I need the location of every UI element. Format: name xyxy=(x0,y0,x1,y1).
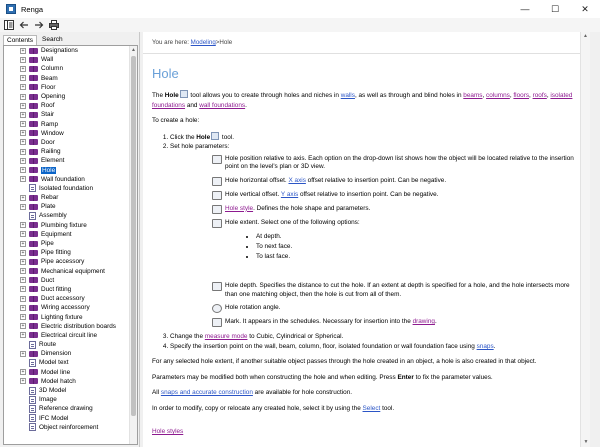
forward-arrow-icon[interactable] xyxy=(33,19,45,31)
book-icon xyxy=(29,176,38,182)
expand-icon[interactable]: + xyxy=(21,47,25,54)
tree-item[interactable] xyxy=(4,83,130,92)
tree-item[interactable] xyxy=(4,358,130,367)
tree-item-label: Pipe fitting xyxy=(41,249,71,257)
scroll-up-icon[interactable]: ▲ xyxy=(131,47,136,53)
link-drawing[interactable]: drawing xyxy=(412,318,435,326)
book-icon xyxy=(29,277,38,283)
tree-item[interactable] xyxy=(4,129,130,138)
tree-item[interactable] xyxy=(4,230,130,239)
tree-item[interactable] xyxy=(4,368,130,377)
book-icon xyxy=(29,94,38,100)
page-icon xyxy=(29,212,36,220)
link-hole-style[interactable]: Hole style xyxy=(225,204,254,212)
content-scrollbar[interactable] xyxy=(580,32,590,447)
link-columns[interactable]: columns xyxy=(486,92,510,99)
tree-item[interactable] xyxy=(4,395,130,404)
tree-item[interactable] xyxy=(4,377,130,386)
tree-item-label: Opening xyxy=(41,93,66,101)
tree-item-label: IFC Model xyxy=(39,414,69,422)
tree-item-label: Model line xyxy=(41,368,71,376)
steps-list xyxy=(162,132,581,352)
intro-paragraph: The Hole tool allows you to create through holes and niches in walls, as well as through and blind holes in beams, columns, floors, roofs, isolated foundations and wall foundations. xyxy=(152,92,573,109)
tree-item-label: Dimension xyxy=(41,350,72,358)
book-icon xyxy=(29,259,38,265)
expand-icon[interactable]: + xyxy=(21,84,25,91)
breadcrumb xyxy=(143,32,590,54)
book-icon xyxy=(29,167,38,173)
snaps-note: All snaps and accurate construction are available for hole construction. xyxy=(152,389,353,397)
tree-item[interactable] xyxy=(4,404,130,413)
param-hole-style: Hole style. Defines the hole shape and parameters. xyxy=(212,205,581,214)
tree-item[interactable] xyxy=(4,340,130,349)
horizontal-offset-icon[interactable] xyxy=(212,177,222,186)
step-2: 2. Set hole parameters: Hole position relative to axis. Each option on the drop-down list shows how the object will be located relative to the insertion point on the level's plan or 3D view. Hole horizontal offset. X axis offset relative to insertion point. Can be negative. Hole vertical offset. Y axis offset relative to insertion point. Can be negative. Hole style. Defines the hole shape and parameters. Hole extent. Select one of the following options: • At depth. • To next face. • To last face. Hole depth. Specifies the distance to cut the hole. If an extent at depth is specified for a hole, and the hole intersects more than one matching object, then the hole is cut from all of them. Hole rotation angle. Mark. It appears in the schedules. Necessary for insertion into the drawing. xyxy=(170,142,581,327)
tree-item[interactable] xyxy=(4,184,130,193)
tree-item-label: Railing xyxy=(41,148,61,156)
link-y-axis[interactable]: Y axis xyxy=(280,190,299,198)
tree-item[interactable] xyxy=(4,138,130,147)
tree-item-label: Pipe accessory xyxy=(41,258,85,266)
tree-item-label: Electrical circuit line xyxy=(41,331,98,339)
book-icon xyxy=(29,130,38,136)
tree-item-label: Designations xyxy=(41,47,78,55)
book-icon xyxy=(29,204,38,210)
link-beams[interactable]: beams xyxy=(463,92,483,99)
breadcrumb-sep: > xyxy=(215,39,220,46)
expand-icon[interactable]: + xyxy=(21,222,25,229)
tree-item-label: Pipe xyxy=(41,240,54,248)
expand-icon[interactable]: + xyxy=(21,75,25,82)
extent-options xyxy=(248,233,581,261)
tree-item-label: Model hatch xyxy=(41,377,76,385)
tree-item[interactable] xyxy=(4,331,130,340)
book-icon xyxy=(29,121,38,127)
expand-icon[interactable]: + xyxy=(21,130,25,137)
tree-item-label: Ramp xyxy=(41,120,59,128)
expand-icon[interactable]: + xyxy=(21,93,25,100)
link-snaps-accurate[interactable]: snaps and accurate construction xyxy=(160,389,253,397)
book-icon xyxy=(29,75,38,81)
tree-item-label: Plumbing fixture xyxy=(41,221,87,229)
hole-tool-icon xyxy=(180,90,188,98)
extent-at-depth: • At depth. xyxy=(256,233,581,242)
expand-icon[interactable]: + xyxy=(21,295,25,302)
expand-icon[interactable]: + xyxy=(21,157,25,164)
tree-item[interactable] xyxy=(4,349,130,358)
param-horizontal-offset: Hole horizontal offset. X axis offset relative to insertion point. Can be negative. xyxy=(212,177,581,186)
expand-icon[interactable]: + xyxy=(21,240,25,247)
extent-to-next-face: • To next face. xyxy=(256,243,581,252)
book-icon xyxy=(29,149,38,155)
parameters-list xyxy=(212,155,581,328)
link-snaps[interactable]: snaps xyxy=(476,342,494,350)
book-icon xyxy=(29,250,38,256)
book-icon xyxy=(29,48,38,54)
tree-item[interactable] xyxy=(4,239,130,248)
tree-item-label: Duct fitting xyxy=(41,285,72,293)
page-title: Hole xyxy=(152,66,179,81)
scroll-thumb[interactable] xyxy=(131,56,136,416)
link-x-axis[interactable]: X axis xyxy=(288,176,306,184)
book-icon xyxy=(29,195,38,201)
help-content xyxy=(143,32,590,447)
book-icon xyxy=(29,231,38,237)
page-icon xyxy=(29,359,36,367)
position-icon[interactable] xyxy=(212,155,222,164)
tree-item[interactable] xyxy=(4,285,130,294)
param-mark: Mark. It appears in the schedules. Necessary for insertion into the drawing. xyxy=(212,318,581,327)
tree-item[interactable] xyxy=(4,147,130,156)
maximize-button[interactable]: ☐ xyxy=(550,3,560,14)
expand-icon[interactable]: + xyxy=(21,286,25,293)
hole-tool-icon xyxy=(211,132,219,140)
book-icon xyxy=(29,323,38,329)
tree-item[interactable] xyxy=(4,294,130,303)
expand-icon[interactable]: + xyxy=(21,231,25,238)
expand-icon[interactable]: + xyxy=(21,277,25,284)
tree-item-label: Beam xyxy=(41,74,58,82)
tree-item[interactable] xyxy=(4,312,130,321)
tree-item-label: Floor xyxy=(41,83,56,91)
tree-item[interactable] xyxy=(4,74,130,83)
tree-item-label: Assembly xyxy=(39,212,67,220)
page-icon xyxy=(29,387,36,395)
tab-search[interactable]: Search xyxy=(42,36,63,43)
expand-icon[interactable]: + xyxy=(21,350,25,357)
expand-icon[interactable]: + xyxy=(21,65,25,72)
link-walls[interactable]: walls xyxy=(340,92,355,99)
mark-icon[interactable] xyxy=(212,318,222,327)
tree-item-label: Stair xyxy=(41,111,55,119)
footer-links xyxy=(152,427,581,437)
tree-item[interactable] xyxy=(4,303,130,312)
scroll-up-icon[interactable]: ▲ xyxy=(583,33,588,39)
tree-item[interactable] xyxy=(4,46,130,55)
breadcrumb-link-modeling[interactable]: Modeling xyxy=(190,39,216,46)
tree-item[interactable] xyxy=(4,248,130,257)
expand-icon[interactable]: + xyxy=(21,314,25,321)
tree-item[interactable] xyxy=(4,175,130,184)
tree-item-label: Reference drawing xyxy=(39,405,93,413)
tree-item-label: Wiring accessory xyxy=(41,304,90,312)
link-wall-foundations[interactable]: wall foundations xyxy=(199,101,246,109)
tree-item[interactable] xyxy=(4,202,130,211)
book-icon xyxy=(29,369,38,375)
expand-icon[interactable]: + xyxy=(21,194,25,201)
tree-item[interactable] xyxy=(4,257,130,266)
expand-icon[interactable]: + xyxy=(21,369,25,376)
tree-item-label: Object reinforcement xyxy=(39,423,99,431)
tree-item-label: Element xyxy=(41,157,65,165)
modify-note: Parameters may be modified both when constructing the hole and when editing. Press Enter to fix the parameter values. xyxy=(152,373,493,381)
expand-icon[interactable]: + xyxy=(21,176,25,183)
title-bar xyxy=(0,0,600,18)
tree-item[interactable] xyxy=(4,211,130,220)
book-icon xyxy=(29,139,38,145)
page-icon xyxy=(29,405,36,413)
expand-icon[interactable]: + xyxy=(21,258,25,265)
tree-item-label: Wall foundation xyxy=(41,175,85,183)
tree-item[interactable] xyxy=(4,386,130,395)
param-depth: Hole depth. Specifies the distance to cut the hole. If an extent at depth is specified for a hole, and the hole intersects more than one matching object, then the hole is cut from all of them. xyxy=(212,282,581,299)
book-icon xyxy=(29,66,38,72)
expand-icon[interactable]: + xyxy=(21,203,25,210)
tab-contents[interactable]: Contents xyxy=(3,35,37,45)
tree-item-label: Column xyxy=(41,65,64,73)
tree-item-label: Lighting fixture xyxy=(41,313,83,321)
book-icon xyxy=(29,296,38,302)
page-icon xyxy=(29,396,36,404)
tree-item[interactable] xyxy=(4,322,130,331)
breadcrumb-prefix: You are here: xyxy=(152,39,189,46)
tree-item-label: Door xyxy=(41,138,55,146)
tree-item-label: Wall xyxy=(41,56,54,64)
tree-item-label: Duct xyxy=(41,276,55,284)
breadcrumb-current: Hole xyxy=(219,39,233,46)
tree-item[interactable] xyxy=(4,92,130,101)
scroll-down-icon[interactable]: ▼ xyxy=(583,439,589,445)
expand-icon[interactable]: + xyxy=(21,378,25,385)
depth-icon[interactable] xyxy=(212,282,222,291)
rotation-icon[interactable] xyxy=(212,304,222,313)
book-icon xyxy=(29,158,38,164)
book-icon xyxy=(29,378,38,384)
expand-icon[interactable]: + xyxy=(21,111,25,118)
expand-icon[interactable]: + xyxy=(21,323,25,330)
hole-style-icon[interactable] xyxy=(212,205,222,214)
book-icon xyxy=(29,103,38,109)
param-position: Hole position relative to axis. Each option on the drop-down list shows how the object will be located relative to the insertion point on the level's plan or 3D view. xyxy=(212,155,581,172)
expand-icon[interactable]: + xyxy=(21,121,25,128)
tree-item[interactable] xyxy=(4,221,130,230)
vertical-offset-icon[interactable] xyxy=(212,191,222,200)
tree-item-label: Hole xyxy=(42,166,56,174)
tree-item[interactable] xyxy=(4,414,130,423)
link-roofs[interactable]: roofs xyxy=(532,92,547,99)
app-icon xyxy=(6,4,16,14)
book-icon xyxy=(29,286,38,292)
tree-item-label: Duct accessory xyxy=(41,295,85,303)
tree-item-label: Mechanical equipment xyxy=(41,267,105,275)
tree-item-label: Electric distribution boards xyxy=(41,322,116,330)
book-icon xyxy=(29,332,38,338)
to-create-text: To create a hole: xyxy=(152,117,200,124)
expand-icon[interactable]: + xyxy=(21,139,25,146)
toolbar xyxy=(0,18,600,32)
expand-icon[interactable]: + xyxy=(21,167,25,174)
link-floors[interactable]: floors xyxy=(513,92,530,99)
param-vertical-offset: Hole vertical offset. Y axis offset relative to insertion point. Can be negative. xyxy=(212,191,581,200)
tree-item[interactable] xyxy=(4,64,130,73)
expand-icon[interactable]: + xyxy=(21,304,25,311)
step-3: 3. Change the measure mode to Cubic, Cylindrical or Spherical. xyxy=(170,332,581,342)
param-rotation: Hole rotation angle. xyxy=(212,304,581,313)
minimize-button[interactable]: — xyxy=(520,4,530,14)
tree-item-label: Rebar xyxy=(41,194,59,202)
param-extent: Hole extent. Select one of the following options: • At depth. • To next face. • To last face. xyxy=(212,219,581,278)
page-icon xyxy=(29,341,36,349)
contents-tree xyxy=(3,45,138,445)
tree-item-label: Route xyxy=(39,341,57,349)
expand-icon[interactable]: + xyxy=(21,148,25,155)
book-icon xyxy=(29,351,38,357)
tree-item[interactable] xyxy=(4,55,130,64)
expand-icon[interactable]: + xyxy=(21,102,25,109)
book-icon xyxy=(29,112,38,118)
back-arrow-icon[interactable] xyxy=(18,19,30,31)
link-select[interactable]: Select xyxy=(362,404,381,412)
tree-item[interactable] xyxy=(4,267,130,276)
tree-item[interactable] xyxy=(4,120,130,129)
tree-item[interactable] xyxy=(4,276,130,285)
book-icon xyxy=(29,57,38,63)
tree-item[interactable] xyxy=(4,165,130,174)
tree-item[interactable] xyxy=(4,423,130,432)
expand-icon[interactable]: + xyxy=(21,249,25,256)
window-title: Renga xyxy=(21,4,44,14)
toc-toggle-icon[interactable] xyxy=(3,19,15,31)
tree-item-label: Isolated foundation xyxy=(39,184,94,192)
book-icon xyxy=(29,305,38,311)
link-isolated-foundations[interactable]: isolated foundations xyxy=(152,92,573,109)
link-hole-styles[interactable]: Hole styles xyxy=(152,428,184,436)
tree-item-label: Plate xyxy=(41,203,56,211)
tree-scrollbar[interactable] xyxy=(129,46,137,444)
book-icon xyxy=(29,222,38,228)
step-4: 4. Specify the insertion point on the wall, beam, column, floor, isolated foundation or wall foundation face using snaps. xyxy=(170,342,581,352)
tree-item-label: Image xyxy=(39,396,57,404)
tree-item-label: Equipment xyxy=(41,230,72,238)
link-measure-mode[interactable]: measure mode xyxy=(204,333,248,341)
close-button[interactable]: ✕ xyxy=(581,3,589,14)
tree-item-label: 3D Model xyxy=(39,387,67,395)
page-icon xyxy=(29,184,36,192)
tree-item-label: Roof xyxy=(41,102,55,110)
tree-item[interactable] xyxy=(4,156,130,165)
tree-item[interactable] xyxy=(4,110,130,119)
page-icon xyxy=(29,423,36,431)
navigation-pane xyxy=(0,32,140,447)
tree-item-label: Window xyxy=(41,129,64,137)
expand-icon[interactable]: + xyxy=(21,268,25,275)
print-icon[interactable] xyxy=(48,19,60,31)
step-1: 1. Click the Hole tool. xyxy=(170,132,581,143)
expand-icon[interactable]: + xyxy=(21,56,25,63)
tree-item[interactable] xyxy=(4,101,130,110)
extent-icon[interactable] xyxy=(212,219,222,228)
tree-item-label: Model text xyxy=(39,359,69,367)
extent-note: For any selected hole extent, if another suitable object passes through the hole created in an object, a hole is also created in that object. xyxy=(152,358,537,366)
tree-item[interactable] xyxy=(4,193,130,202)
select-note: In order to modify, copy or relocate any created hole, select it by using the Select tool. xyxy=(152,404,395,412)
book-icon xyxy=(29,314,38,320)
book-icon xyxy=(29,84,38,90)
book-icon xyxy=(29,241,38,247)
book-icon xyxy=(29,268,38,274)
expand-icon[interactable]: + xyxy=(21,332,25,339)
extent-to-last-face: • To last face. xyxy=(256,253,581,262)
page-icon xyxy=(29,414,36,422)
